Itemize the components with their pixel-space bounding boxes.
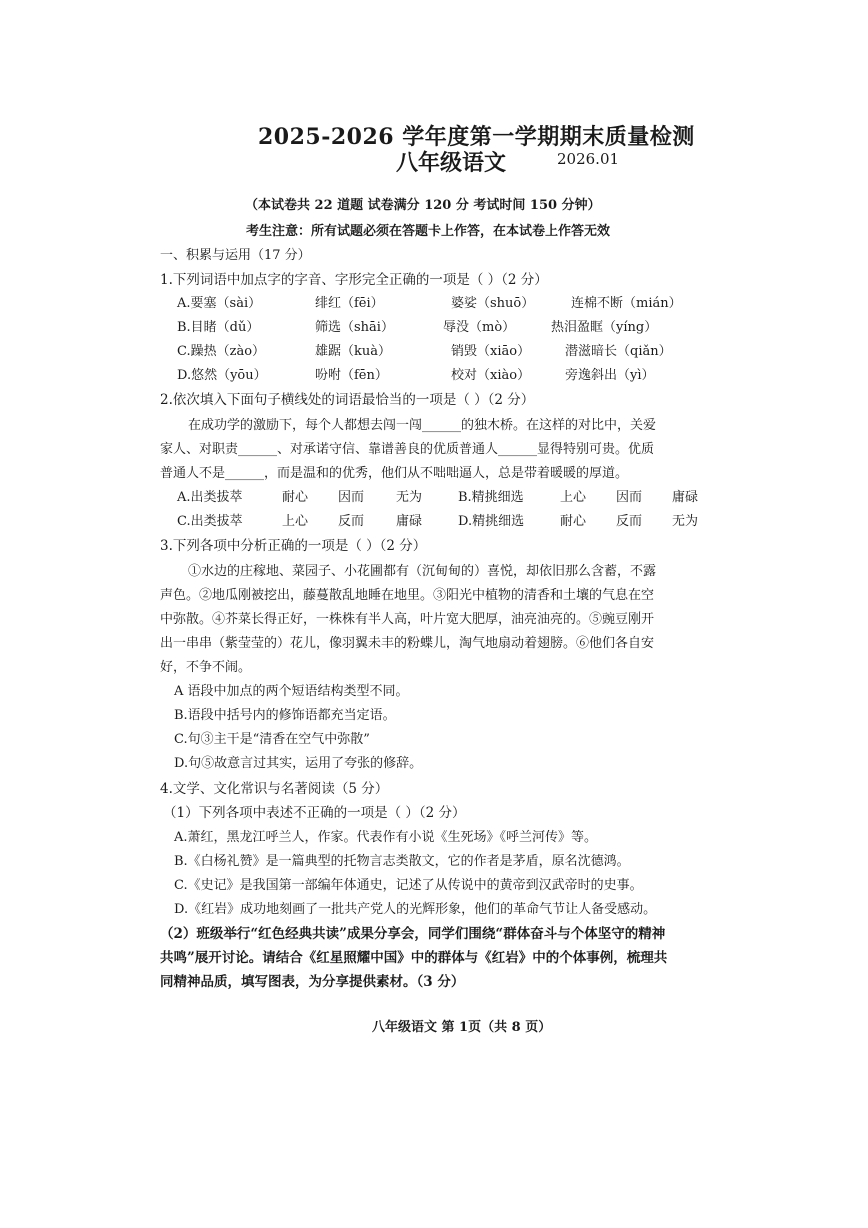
- q2-stem: 2.依次填入下面句子横线处的词语最恰当的一项是（ ）（2 分）: [160, 392, 535, 408]
- q1-c-1: C.躁热（zào）: [177, 344, 266, 359]
- q2-passage-line2: 家人、对职责______、对承诺守信、靠谱善良的优质普通人______显得特别可贵。优质: [160, 442, 655, 457]
- q4-sub2-line2: 共鸣”展开讨论。请结合《红星照耀中国》中的群体与《红岩》中的个体事例，梳理共: [160, 950, 668, 966]
- q2-d-1: D.精挑细选: [458, 514, 525, 529]
- q1-d-4: 旁逸斜出（yì）: [565, 368, 655, 383]
- q3-passage-line5: 好，不争不闹。: [160, 660, 252, 675]
- section-heading: 一、积累与运用（17 分）: [160, 248, 311, 263]
- q1-b-1: B.目睹（dǔ）: [177, 320, 260, 335]
- q2-a-3: 因而: [338, 490, 365, 505]
- q1-c-3: 销毁（xiāo）: [451, 344, 531, 359]
- q4-option-b: B.《白杨礼赞》是一篇典型的托物言志类散文，它的作者是茅盾，原名沈德鸿。: [174, 854, 630, 869]
- q3-passage-line4: 出一串串（紫莹莹的）花儿，像羽翼未丰的粉蝶儿，淘气地扇动着翅膀。⑥他们各自安: [160, 636, 655, 651]
- q2-passage-line3: 普通人不是______，而是温和的优秀，他们从不咄咄逼人，总是带着暖暖的厚道。: [160, 466, 629, 481]
- q2-a-2: 耐心: [282, 490, 309, 505]
- q1-b-2: 筛选（shāi）: [315, 320, 394, 335]
- q1-a-2: 绯红（fēi）: [315, 296, 384, 311]
- q1-c-4: 潜滋暗长（qiǎn）: [565, 344, 672, 359]
- q1-b-3: 辱没（mò）: [443, 320, 516, 335]
- q1-d-1: D.悠然（yōu）: [177, 368, 267, 383]
- page-footer: 八年级语文 第 1页（共 8 页）: [372, 1020, 552, 1035]
- q2-a-1: A.出类拔萃: [177, 490, 243, 505]
- q4-stem: 4.文学、文化常识与名著阅读（5 分）: [160, 781, 389, 797]
- q4-option-d: D.《红岩》成功地刻画了一批共产党人的光辉形象，他们的革命气节让人备受感动。: [174, 902, 657, 917]
- q1-a-3: 婆娑（shuō）: [451, 296, 535, 311]
- q2-passage-line1: 在成功学的激励下，每个人都想去闯一闯______的独木桥。在这样的对比中，关爱: [188, 418, 657, 433]
- q3-passage-line2: 声色。②地瓜刚被挖出，藤蔓散乱地睡在地里。③阳光中植物的清香和土壤的气息在空: [160, 588, 655, 603]
- exam-title: 2025-2026 学年度第一学期期末质量检测: [258, 124, 695, 150]
- q1-stem: 1.下列词语中加点字的字音、字形完全正确的一项是（ ）（2 分）: [160, 272, 548, 288]
- q1-a-1: A.要塞（sài）: [177, 296, 262, 311]
- q3-passage-line3: 中弥散。④芥菜长得正好，一株株有半人高，叶片宽大肥厚，油亮油亮的。⑤豌豆刚开: [160, 612, 655, 627]
- q3-option-c: C.句③主干是“清香在空气中弥散”: [174, 732, 370, 747]
- q2-d-4: 无为: [672, 514, 699, 529]
- q2-b-4: 庸碌: [672, 490, 699, 505]
- q2-d-3: 反而: [616, 514, 643, 529]
- q4-option-c: C.《史记》是我国第一部编年体通史，记述了从传说中的黄帝到汉武帝时的史事。: [174, 878, 643, 893]
- exam-date: 2026.01: [557, 150, 620, 168]
- exam-info: （本试卷共 22 道题 试卷满分 120 分 考试时间 150 分钟）: [245, 198, 601, 213]
- q1-d-3: 校对（xiào）: [451, 368, 531, 383]
- q3-option-b: B.语段中括号内的修饰语都充当定语。: [174, 708, 396, 723]
- q3-option-d: D.句⑤故意言过其实，运用了夸张的修辞。: [174, 756, 423, 771]
- q1-d-2: 吩咐（fēn）: [315, 368, 388, 383]
- q4-sub1-stem: （1）下列各项中表述不正确的一项是（ ）（2 分）: [163, 805, 466, 821]
- q3-option-a: A 语段中加点的两个短语结构类型不同。: [174, 684, 409, 699]
- q2-c-2: 上心: [282, 514, 309, 529]
- q2-b-1: B.精挑细选: [458, 490, 524, 505]
- q1-c-2: 雄踞（kuà）: [315, 344, 392, 359]
- q2-d-2: 耐心: [560, 514, 587, 529]
- q4-option-a: A.萧红，黑龙江呼兰人，作家。代表作有小说《生死场》《呼兰河传》等。: [174, 830, 598, 845]
- q2-b-2: 上心: [560, 490, 587, 505]
- q2-c-1: C.出类拔萃: [177, 514, 243, 529]
- exam-notice: 考生注意：所有试题必须在答题卡上作答，在本试卷上作答无效: [246, 224, 611, 239]
- q1-b-4: 热泪盈眶（yíng）: [551, 320, 658, 335]
- q3-stem: 3.下列各项中分析正确的一项是（ ）（2 分）: [160, 538, 427, 554]
- q2-c-4: 庸碌: [396, 514, 423, 529]
- q4-sub2-line3: 同精神品质，填写图表，为分享提供素材。（3 分）: [160, 974, 465, 990]
- q2-c-3: 反而: [338, 514, 365, 529]
- q2-a-4: 无为: [396, 490, 423, 505]
- q2-b-3: 因而: [616, 490, 643, 505]
- exam-subtitle: 八年级语文: [396, 150, 507, 176]
- q1-a-4: 连棉不断（mián）: [571, 296, 682, 311]
- q3-passage-line1: ①水边的庄稼地、菜园子、小花圃都有（沉甸甸的）喜悦，却依旧那么含蓄，不露: [188, 564, 657, 579]
- q4-sub2-line1: （2）班级举行“红色经典共读”成果分享会，同学们围绕“群体奋斗与个体坚守的精神: [160, 926, 666, 942]
